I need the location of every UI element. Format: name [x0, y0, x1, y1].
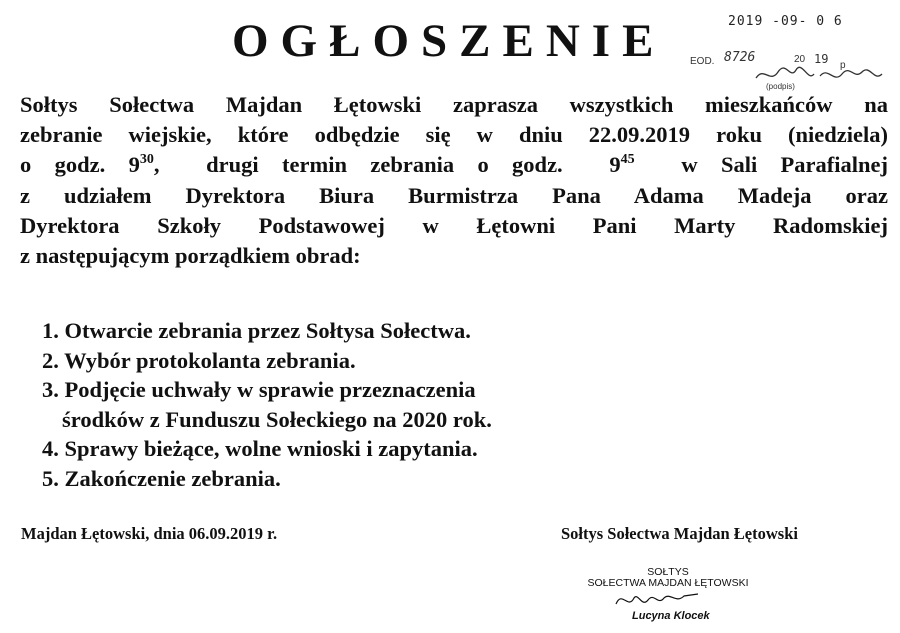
seal-signature-icon: [612, 586, 702, 612]
agenda-item: 2. Wybór protokolanta zebrania.: [42, 347, 356, 373]
agenda-item: 3. Podjęcie uchwały w sprawie przeznaczenia: [42, 377, 476, 403]
receipt-stamp-year-prefix: 20: [794, 54, 806, 65]
second-time-hour: 9: [609, 152, 621, 178]
receipt-stamp: [690, 48, 890, 94]
agenda-item-continuation: środków z Funduszu Sołeckiego na 2020 rok.: [62, 406, 492, 432]
receipt-stamp-date: 2019 -09- 0 6: [728, 14, 843, 29]
agenda-item: 1. Otwarcie zebrania przez Sołtysa Sołectwa.: [42, 318, 471, 343]
seal-line-2: SOŁECTWA MAJDAN ŁĘTOWSKI: [587, 577, 749, 589]
first-time-hour: 9: [128, 152, 140, 178]
place-date: Majdan Łętowski, dnia 06.09.2019 r.: [21, 524, 278, 543]
receipt-stamp-number: 8726: [724, 50, 756, 65]
agenda-item: 4. Sprawy bieżące, wolne wnioski i zapytania.: [42, 436, 478, 462]
seal-name: Lucyna Klocek: [632, 610, 710, 622]
time-prefix: o godz.: [20, 152, 106, 178]
agenda-list: [42, 316, 492, 494]
body-line: zebranie wiejskie, które odbędzie się w dniu 22.09.2019 roku (niedziela): [20, 122, 888, 148]
receipt-stamp-label: EOD.: [690, 56, 715, 67]
body-line-times: o godz. $9^{30}$, drugi termin zebrania o godz. $9^{45}$ w Sali Parafialnej: [20, 152, 889, 178]
second-time-minutes: 45: [620, 152, 635, 168]
body-line: Dyrektora Szkoły Podstawowej w Łętowni Pani Marty Radomskiej: [20, 212, 888, 238]
announcement-body: [20, 90, 888, 271]
agenda-item: 5. Zakończenie zebrania.: [42, 465, 281, 491]
body-line: Sołtys Sołectwa Majdan Łętowski zaprasza wszystkich mieszkańców na: [20, 92, 888, 117]
receipt-stamp-year-suffix: 19: [814, 52, 829, 66]
signatory: Sołtys Sołectwa Majdan Łętowski: [561, 524, 798, 543]
receipt-stamp-signature-caption: (podpis): [766, 82, 795, 91]
body-line: z następującym porządkiem obrad:: [20, 243, 361, 269]
body-line: z udziałem Dyrektora Biura Burmistrza Pana Adama Madeja oraz: [20, 182, 888, 208]
second-term-text: drugi termin zebrania o godz.: [206, 152, 563, 178]
first-time-minutes: 30: [139, 152, 154, 168]
seal-line-1: SOŁTYS: [647, 566, 689, 578]
page-title: OGŁOSZENIE: [232, 15, 666, 67]
receipt-stamp-letter: p: [840, 60, 846, 71]
venue-text: w Sali Parafialnej: [681, 152, 889, 178]
